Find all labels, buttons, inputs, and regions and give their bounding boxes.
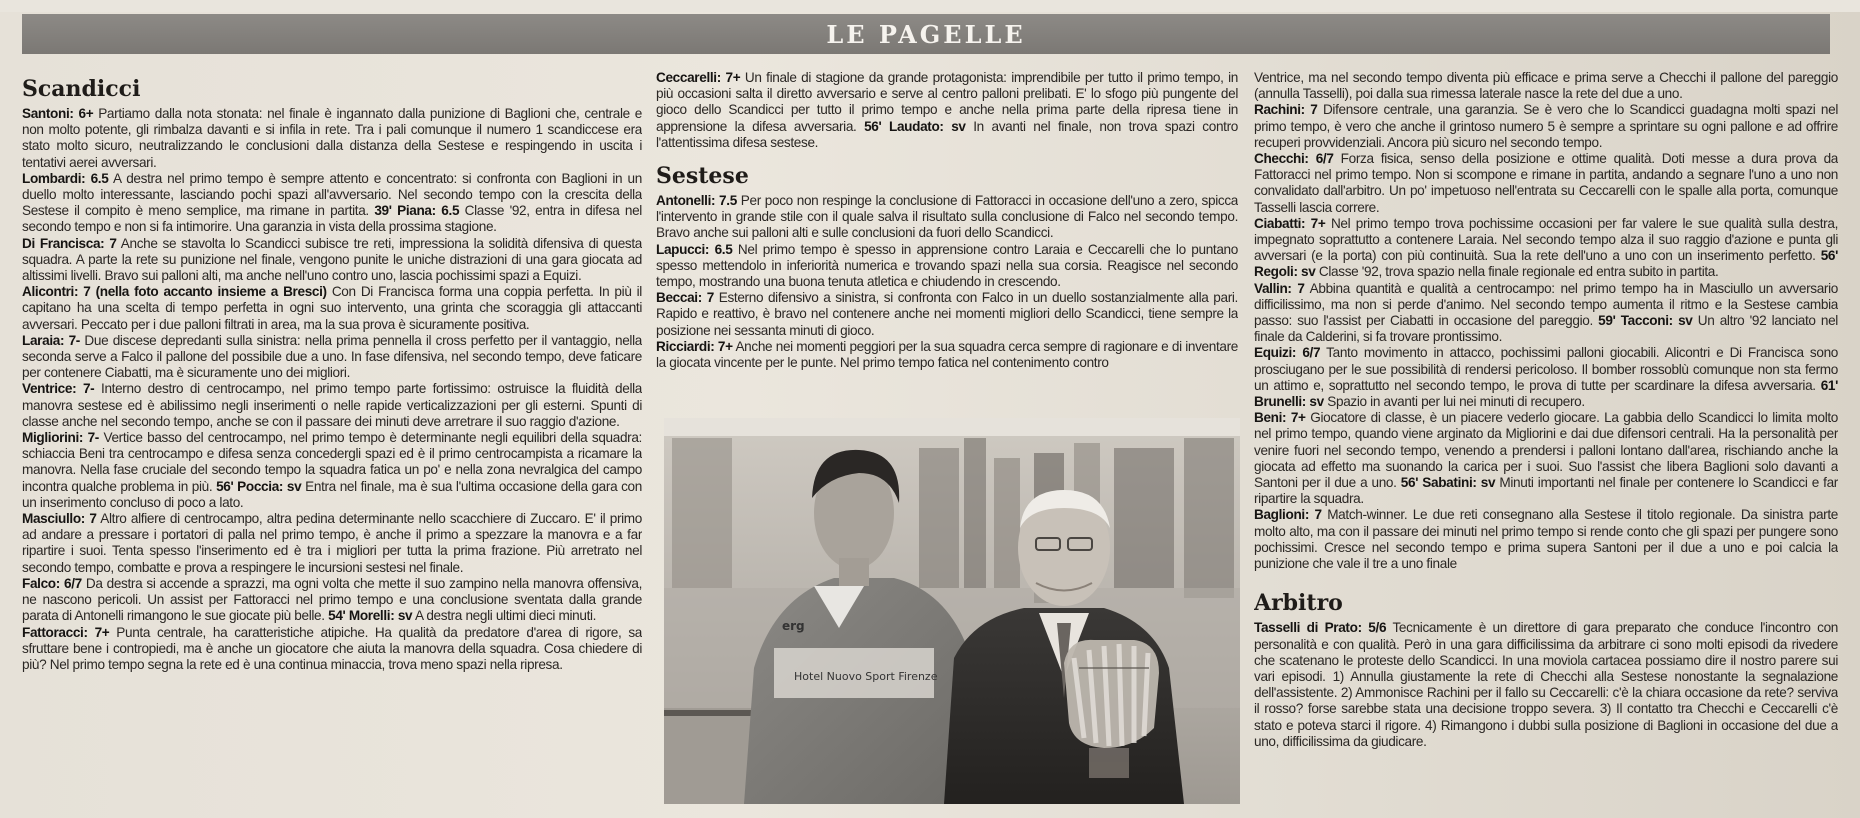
player-entry xyxy=(1254,345,1838,410)
player-list-scandicci xyxy=(22,106,642,673)
team-heading-arbitro: Arbitro xyxy=(1254,590,1343,617)
player-rating: Laraia: 7- xyxy=(22,332,80,348)
player-rating: Migliorini: 7- xyxy=(22,430,99,446)
player-rating: Di Francisca: 7 xyxy=(22,235,117,251)
player-rating: Checchi: 6/7 xyxy=(1254,151,1334,167)
player-list-sestese-a xyxy=(656,193,1238,371)
substitute-rating: 54' Morelli: sv xyxy=(328,608,413,624)
player-entry xyxy=(656,339,1238,371)
player-rating: Vallin: 7 xyxy=(1254,280,1305,296)
player-rating: Fattoracci: 7+ xyxy=(22,624,110,640)
player-entry xyxy=(656,242,1238,291)
player-text: Ventrice, ma nel secondo tempo diventa più efficace e prima serve a Checchi il pallone del pareggio (annulla Tasselli), poi dalla sua rimessa laterale nasce la rete del due a uno. xyxy=(1254,70,1838,102)
player-text: Forza fisica, senso della posizione e ottime qualità. Doti messe a dura prova da Fattoracci nel primo tempo. Non si scompone e rimane in partita, andando a segnare l'uno a uno non convalidato dall'arbitro. Un po' impetuoso nell'entrata su Ceccarelli con le spalle alla porta, comunque Tasselli lascia correre. xyxy=(1254,151,1838,215)
player-text: Per poco non respinge la conclusione di Fattoracci in occasione dell'uno a zero, spicca l'intervento in grande stile con il quale salva il risultato sulla conclusione di Falco nel secondo tempo. Bravo anche sui palloni alti e sulle conclusioni da fuori dello Scandicci. xyxy=(656,193,1238,241)
player-rating: Ventrice: 7- xyxy=(22,381,95,397)
column-scandicci xyxy=(22,70,642,815)
substitute-rating: 39' Piana: 6.5 xyxy=(374,203,460,219)
player-rating: Lapucci: 6.5 xyxy=(656,241,733,257)
player-entry xyxy=(22,511,642,576)
player-text: Due discese depredanti sulla sinistra: nella prima pennella il cross perfetto per il vantaggio, nella seconda serve a Falco il pallone del possibile due a uno. In fase difensiva, nel secondo tempo, deve faticare per contenere Ciabatti, ma è sicuramente uno dei migliori. xyxy=(22,332,642,381)
player-entry xyxy=(22,333,642,382)
player-rating: Ricciardi: 7+ xyxy=(656,338,733,354)
top-strip xyxy=(0,0,1860,12)
player-rating: Alicontri: 7 (nella foto accanto insieme a Bresci) xyxy=(22,284,327,300)
player-text: Un finale di stagione da grande protagonista: imprendibile per tutto il primo tempo, in più occasioni salta il diretto avversario e serve al centro palloni prelibati. E' lo sfogo più pungente del gioco dello Scandicci per tutto il primo tempo e anche nella prima parte della ripresa tiene in apprensione la difesa avversaria. xyxy=(656,70,1238,134)
player-rating: Ceccarelli: 7+ xyxy=(656,70,741,85)
player-entry xyxy=(22,106,642,171)
substitute-rating: 56' Sabatini: sv xyxy=(1400,475,1496,491)
player-text: Nel primo tempo trova pochissime occasioni per far valere le sue qualità sulla destra, impegnato soprattutto a contenere Laraia. Nel secondo tempo alza il suo raggio d'azione e punta gli avversari (e la porta) con più continuità. Sua la rete dell'uno a uno con un inserimento perfetto. xyxy=(1254,215,1838,264)
player-rating: Lombardi: 6.5 xyxy=(22,170,109,186)
substitute-text: Classe '92, trova spazio nella finale regionale ed entra subito in partita. xyxy=(1318,264,1719,280)
player-text: Anche nei momenti peggiori per la sua squadra cerca sempre di ragionare e di inventare la giocata vincente per le punte. Nel primo tempo fatica nel contenimento contro xyxy=(656,338,1238,371)
player-entry xyxy=(22,430,642,511)
substitute-text: Minuti importanti nel finale per contenere lo Scandicci e far ripartire la squadra. xyxy=(1254,475,1838,507)
substitute-rating: 61' Brunelli: sv xyxy=(1254,377,1838,410)
team-heading-scandicci: Scandicci xyxy=(22,76,141,102)
player-entry xyxy=(1254,410,1838,507)
player-entry xyxy=(1254,102,1838,151)
player-rating: Falco: 6/7 xyxy=(22,575,82,591)
player-text: Vertice basso del centrocampo, nel primo tempo è determinante negli equilibri della squadra: schiaccia Beni tra centrocampo e difesa senza concedergli spazi ed è il primo centrocampista a ricamare la manovra. Nella fase cruciale del secondo tempo la squadra fatica un po' e nella zona nevralgica del campo incontra qualche problema in più. xyxy=(22,430,642,494)
substitute-text: Entra nel finale, ma è sua l'ultima occasione della gara con un inserimento concluso di poco a lato. xyxy=(22,478,642,510)
team-heading-sestese: Sestese xyxy=(656,163,749,190)
photo-award xyxy=(664,418,1240,804)
substitute-text: A destra negli ultimi dieci minuti. xyxy=(414,608,597,624)
player-entry xyxy=(22,625,642,674)
player-text: Con Di Francisca forma una coppia perfetta. In più il capitano ha una scelta di tempo perfetta in ogni suo intervento, una grinta che scoraggia gli attaccanti avversari. Peccato per i due palloni filtrati in area, ma la sua prova è sicuramente positiva. xyxy=(22,284,642,332)
player-entry xyxy=(656,193,1238,242)
section-title: LE PAGELLE xyxy=(826,19,1026,49)
player-text: Anche se stavolta lo Scandicci subisce tre reti, impressiona la solidità difensiva di questa squadra. A parte la rete su punizione nel finale, vengono punite le uniche distrazioni di una gara giocata ad altissimi livelli. Bravo sui palloni alti, ma anche nell'uno contro uno, lascia pochissimi spazi a Equizi. xyxy=(22,235,642,284)
referee-name: Tasselli di Prato: 5/6 xyxy=(1254,620,1387,636)
player-rating: Beni: 7+ xyxy=(1254,410,1306,426)
player-rating: Masciullo: 7 xyxy=(22,511,97,527)
player-text: Difensore centrale, una garanzia. Se è vero che lo Scandicci guadagna molti spazi nel primo tempo, è vero che anche il grintoso numero 5 è sempre a sprintare su ogni pallone e ad offrire recuperi provvidenziali. Ancora più sicuro nel secondo tempo. xyxy=(1254,102,1838,150)
player-rating: Equizi: 6/7 xyxy=(1254,345,1321,361)
player-rating: Baglioni: 7 xyxy=(1254,507,1322,523)
substitute-text: Spazio in avanti per lui nei minuti di recupero. xyxy=(1327,394,1585,410)
player-text: Altro alfiere di centrocampo, altra pedina determinante nello scacchiere di Zuccaro. E' il primo ad andare a pressare i portatori di palla nel primo tempo, è anche il primo a spezzare la manovra e a far ripartire i suoi. Tenta spesso l'inserimento ed è tra i migliori per tutta la prima frazione. Più arretrato nel secondo tempo, combatte e prova a respingere le incursioni sestesi nel finale. xyxy=(22,511,642,575)
player-text: Interno destro di centrocampo, nel primo tempo parte fortissimo: ostruisce la fluidità della manovra sestese ed è abilissimo negli inserimenti o nelle rapide verticalizzazioni per gli esterni. Spunti di classe anche nel secondo tempo, anche se con il passare dei minuti deve arretrare il suo raggio d'azione. xyxy=(22,381,642,429)
player-list-col2-top xyxy=(656,70,1238,151)
player-rating: Antonelli: 7.5 xyxy=(656,193,737,209)
shirt-logo-text: erg xyxy=(782,619,805,633)
player-rating: Ciabatti: 7+ xyxy=(1254,215,1326,231)
referee-text: Tecnicamente è un direttore di gara preparato che conduce l'incontro con personalità e con qualità. Però in una gara difficilissima da arbitrare ci sono molti episodi da rivedere che scatenano le proteste dello Scandicci. In una moviola cartacea possiamo dire il nostro parere sui vari episodi. 1) Annulla giustamente la rete di Checchi alla Sestese nonostante la segnalazione dell'assistente. 2) Ammonisce Rachini per il fallo su Ceccarelli: c'è la chiara occasione da rete? serviva il rosso? forse sarebbe stata una decisione troppo severa. 3) Il contatto tra Checchi e Ceccarelli c'è stato e poteva starci il rigore. 4) Rimangono i dubbi sulla posizione di Baglioni in occasione del due a uno, difficilissima da giudicare. xyxy=(1254,620,1838,749)
player-text: Giocatore di classe, è un piacere vederlo giocare. La gabbia dello Scandicci lo limita molto nel primo tempo, quando viene arginato da Migliorini e dai due difensori centrali. Ha la personalità per venire fuori nel secondo tempo, venendo a prendersi i palloni lontano dall'area, rischiando anche la giocata ad effetto ma suonando la carica per i suoi. Suo l'assist che libera Baglioni solo davanti a Santoni per il due a uno. xyxy=(1254,410,1838,491)
player-text: Tanto movimento in attacco, pochissimi palloni giocabili. Alicontri e Di Francisca sono prosciugano per le sue possibilità di rendersi pericoloso. Il bomber rossoblù comunque non sta fermo un attimo e, soprattutto nel secondo tempo, le prova di tutte per scardinare la difesa avversaria. xyxy=(1254,345,1838,393)
player-entry xyxy=(656,290,1238,339)
player-entry xyxy=(656,70,1238,151)
player-entry xyxy=(1254,70,1838,102)
player-entry xyxy=(22,236,642,285)
substitute-rating: 59' Tacconi: sv xyxy=(1598,313,1693,329)
player-entry xyxy=(22,381,642,430)
substitute-rating: 56' Laudato: sv xyxy=(864,118,966,134)
substitute-rating: 56' Poccia: sv xyxy=(216,478,302,494)
player-entry xyxy=(22,284,642,333)
player-entry xyxy=(1254,507,1838,572)
column-right xyxy=(1254,70,1838,815)
photo-illustration xyxy=(664,418,1240,804)
shirt-sponsor-text: Hotel Nuovo Sport Firenze xyxy=(794,670,938,683)
player-text: Partiamo dalla nota stonata: nel finale è ingannato dalla punizione di Baglioni che, centrale e non molto potente, gli rimbalza davanti e si infila in rete. Tra i pali comunque il numero 1 scandiccese era stato molto sicuro, neutralizzando le conclusioni dalla distanza della Sestese e respingendo in uscita i tentativi aerei avversari. xyxy=(22,106,642,170)
player-entry xyxy=(1254,281,1838,346)
section-banner xyxy=(22,14,1830,54)
player-text: Da destra si accende a sprazzi, ma ogni volta che mette il suo zampino nella manovra offensiva, ne nascono pericoli. Un assist per Fattoracci nel primo tempo e una conclusione sventata dalla grande parata di Antonelli rimangono le sue giocate più belle. xyxy=(22,575,642,624)
player-text: Nel primo tempo è spesso in apprensione contro Laraia e Ceccarelli che lo puntano spesso mettendolo in inferiorità numerica e trovando spazi nella sua corsia. Reagisce nel secondo tempo, mostrando una buona tenuta atletica e chiudendo in crescendo. xyxy=(656,241,1238,290)
player-text: Match-winner. Le due reti consegnano alla Sestese il titolo regionale. Da sinistra parte molto alto, ma con il passare dei minuti nel primo tempo si rende conto che gli spazi per pungere sono pochissimi. Cresce nel secondo tempo e prima supera Santoni per il due a uno e poi calcia la punizione che vale il tre a uno finale xyxy=(1254,507,1838,572)
player-list-sestese-b xyxy=(1254,70,1838,572)
substitute-text: In avanti nel finale, non trova spazi contro l'attentissima difesa sestese. xyxy=(656,118,1238,150)
player-rating: Rachini: 7 xyxy=(1254,102,1318,118)
player-entry xyxy=(1254,151,1838,216)
player-rating: Beccai: 7 xyxy=(656,290,714,306)
player-entry xyxy=(22,576,642,625)
player-text: Esterno difensivo a sinistra, si confronta con Falco in un duello sostanzialmente alla pari. Rapido e reattivo, è bravo nel contenere anche nei momenti migliori dello Scandicci, tiene sempre la posizione nei sessanta minuti di gioco. xyxy=(656,290,1238,338)
player-rating: Santoni: 6+ xyxy=(22,106,94,121)
substitute-text: Un altro '92 lanciato nel finale da Calderini, si fa trovare prontissimo. xyxy=(1254,313,1838,345)
substitute-text: Classe '92, entra in difesa nel secondo tempo e non si fa intimorire. Una garanzia in vista della prossima stagione. xyxy=(22,203,642,235)
player-text: Punta centrale, ha caratteristiche atipiche. Ha qualità da predatore d'area di rigore, sa sfruttare bene i contropiedi, ma è anche un giocatore che aiuta la manovra della squadra. Cosa chiedere di più? Nel primo tempo segna la rete ed è una continua minaccia, trova meno spazi nella ripresa. xyxy=(22,624,642,672)
player-text: Abbina quantità e qualità a centrocampo: nel primo tempo ha in Masciullo un avversario difficilissimo, ma non si perde d'animo. Nel secondo tempo aumenta il ritmo e la Sestese cambia passo: suo l'assist per Ciabatti in occasione del pareggio. xyxy=(1254,280,1838,329)
player-text: A destra nel primo tempo è sempre attento e concentrato: si confronta con Baglioni in un duello molto interessante, lasciando pochi spazi all'avversario. Nel secondo tempo con la crescita della Sestese il compito è meno semplice, ma rimane in partita. xyxy=(22,170,642,219)
player-entry xyxy=(22,171,642,236)
substitute-rating: 56' Regoli: sv xyxy=(1254,248,1838,280)
referee-entry xyxy=(1254,620,1838,750)
player-entry xyxy=(1254,216,1838,281)
